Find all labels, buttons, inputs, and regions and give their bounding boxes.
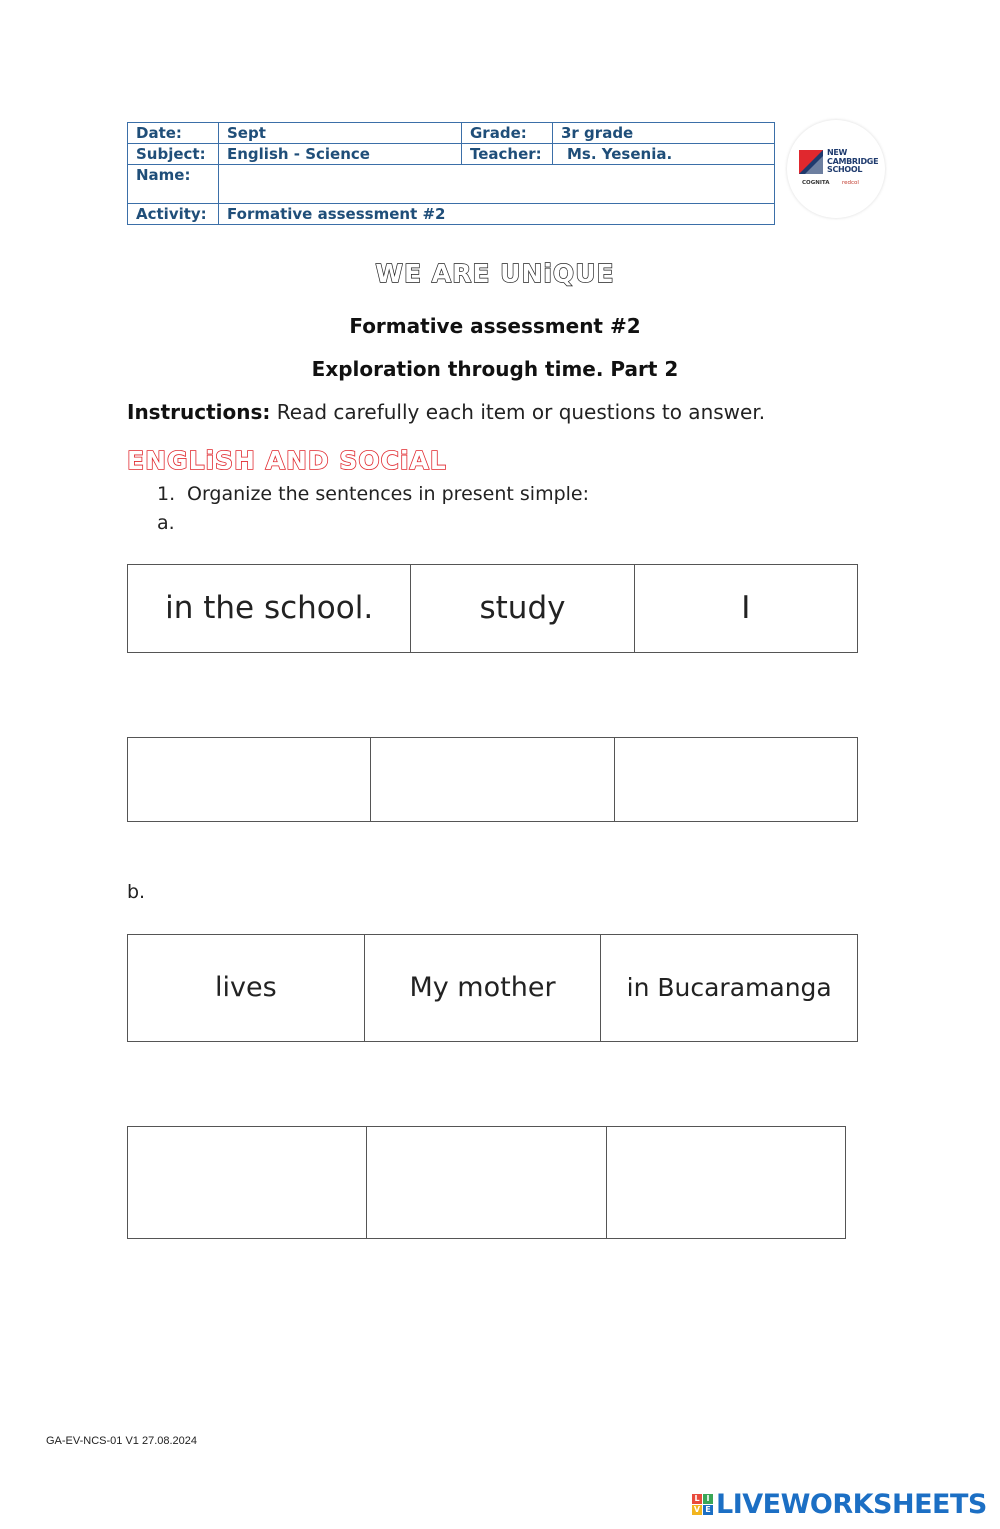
word-box[interactable]: My mother (365, 935, 602, 1041)
grade-value: 3r grade (553, 123, 775, 144)
item-b-word-boxes (127, 934, 858, 1042)
liveworksheets-icon: L I V E (692, 1494, 713, 1515)
subject-value: English - Science (219, 144, 462, 165)
instructions (127, 400, 765, 424)
question-number: 1. (157, 483, 176, 505)
teacher-value: Ms. Yesenia. (553, 144, 775, 165)
activity-label: Activity: (128, 204, 219, 225)
item-a-answer-boxes (127, 737, 858, 822)
word-box[interactable]: lives (128, 935, 365, 1041)
header-info-table (127, 122, 775, 225)
teacher-label: Teacher: (462, 144, 553, 165)
question-1 (157, 483, 589, 505)
page-title: Formative assessment #2 (349, 314, 641, 338)
instructions-label: Instructions: (127, 400, 271, 424)
page-subtitle: Exploration through time. Part 2 (311, 357, 679, 381)
liveworksheets-brand (692, 1489, 987, 1520)
name-field[interactable] (219, 165, 775, 204)
word-box[interactable]: study (411, 565, 634, 652)
word-box[interactable]: in Bucaramanga (626, 973, 832, 1002)
answer-drop-box[interactable] (371, 738, 614, 821)
redcol-label: redcol (842, 180, 859, 186)
answer-drop-box[interactable] (367, 1127, 606, 1238)
item-a-word-boxes (127, 564, 858, 653)
cognita-label: COGNITA (802, 180, 830, 186)
instructions-text: Read carefully each item or questions to answer. (270, 400, 766, 424)
liveworksheets-wordmark: LIVEWORKSHEETS (716, 1489, 987, 1520)
document-code: GA-EV-NCS-01 V1 27.08.2024 (46, 1435, 198, 1447)
school-name: NEW CAMBRIDGE SCHOOL (827, 148, 879, 174)
name-label: Name: (128, 165, 219, 204)
activity-value: Formative assessment #2 (219, 204, 775, 225)
subject-label: Subject: (128, 144, 219, 165)
item-b-answer-boxes (127, 1126, 846, 1239)
question-text: Organize the sentences in present simple: (187, 483, 590, 505)
school-logo (787, 120, 885, 218)
answer-drop-box[interactable] (615, 738, 857, 821)
answer-drop-box[interactable] (128, 1127, 367, 1238)
answer-drop-box[interactable] (607, 1127, 845, 1238)
word-box[interactable]: I (741, 589, 751, 626)
date-label: Date: (128, 123, 219, 144)
grade-label: Grade: (462, 123, 553, 144)
school-crest-icon (799, 150, 823, 174)
item-b-label: b. (127, 881, 146, 903)
answer-drop-box[interactable] (128, 738, 371, 821)
motto-title: WE ARE UNiQUE (375, 259, 615, 288)
word-box[interactable]: in the school. (128, 565, 411, 652)
section-heading: ENGLiSH AND SOCiAL (127, 446, 447, 475)
date-value: Sept (219, 123, 462, 144)
item-a-label: a. (157, 512, 175, 534)
